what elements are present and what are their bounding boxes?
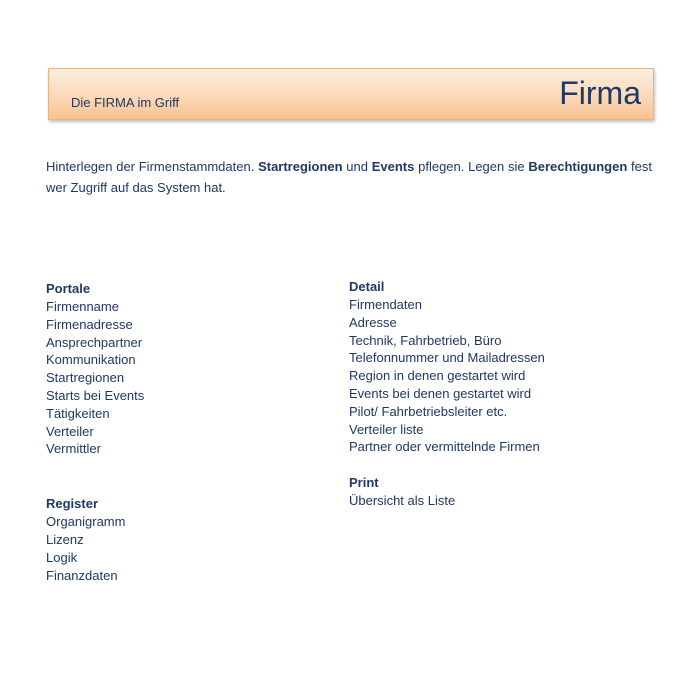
intro-text: pflegen. Legen sie [414, 159, 529, 174]
intro-text: und [342, 159, 372, 174]
list-item: Firmenadresse [46, 316, 133, 332]
list-item: Organigramm [46, 514, 126, 530]
list-item: Kommunikation [46, 352, 136, 368]
list-item: Verteiler liste [349, 421, 424, 437]
list-item: Starts bei Events [46, 387, 145, 403]
title-banner [48, 68, 654, 120]
list-item: Region in denen gestartet wird [349, 368, 526, 384]
list-item: Logik [46, 549, 78, 565]
list-item: Technik, Fahrbetrieb, Büro [349, 332, 502, 348]
print-list [349, 492, 545, 510]
portale-list [46, 298, 144, 458]
left-column [46, 280, 144, 584]
banner-subtitle: Die FIRMA im Griff [71, 95, 180, 110]
list-item: Übersicht als Liste [349, 493, 456, 509]
list-item: Telefonnummer und Mailadressen [349, 350, 545, 366]
list-item: Startregionen [46, 370, 125, 386]
list-item: Firmenname [46, 299, 119, 314]
detail-list [349, 296, 545, 456]
list-item: Lizenz [46, 531, 84, 547]
list-item: Vermittler [46, 441, 101, 457]
list-item: Ansprechpartner [46, 334, 143, 350]
register-list [46, 513, 144, 584]
intro-paragraph [46, 156, 652, 198]
section-heading-register: Register [46, 496, 99, 512]
intro-text: fest wer Zugriff auf das System hat. [46, 159, 652, 195]
banner-title: Firma [559, 75, 641, 111]
intro-text: Hinterlegen der Firmenstammdaten. [46, 159, 259, 174]
section-heading-detail: Detail [349, 279, 385, 294]
list-item: Verteiler [46, 423, 94, 439]
intro-bold-startregionen: Startregionen [258, 159, 343, 174]
intro-bold-berechtigungen: Berechtigungen [528, 159, 628, 174]
intro-bold-events: Events [371, 159, 415, 174]
right-column [349, 278, 545, 510]
list-item: Partner oder vermittelnde Firmen [349, 439, 540, 455]
list-item: Finanzdaten [46, 567, 118, 583]
list-item: Pilot/ Fahrbetriebsleiter etc. [349, 403, 508, 419]
list-item: Adresse [349, 314, 397, 330]
section-heading-portale: Portale [46, 281, 91, 296]
section-heading-print: Print [349, 475, 379, 491]
list-item: Firmendaten [349, 297, 422, 312]
list-item: Events bei denen gestartet wird [349, 385, 532, 401]
list-item: Tätigkeiten [46, 405, 110, 421]
